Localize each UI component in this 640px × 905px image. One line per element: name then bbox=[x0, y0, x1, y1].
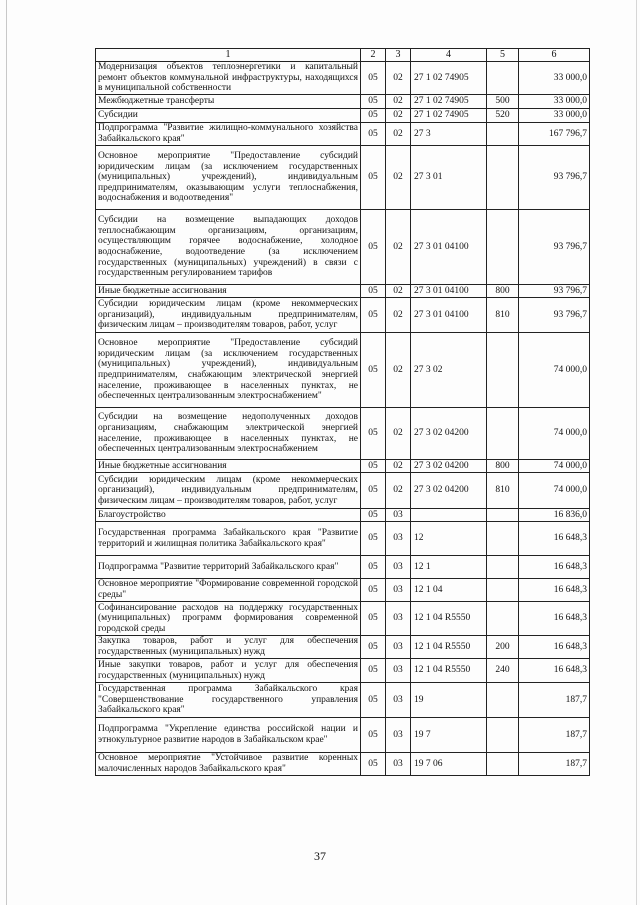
row-target-code: 27 3 02 bbox=[411, 333, 487, 408]
row-section: 05 bbox=[361, 95, 386, 109]
row-section: 05 bbox=[361, 109, 386, 123]
table-row bbox=[96, 509, 590, 522]
row-section: 05 bbox=[361, 460, 386, 473]
row-amount: 16 648,3 bbox=[519, 556, 590, 579]
row-subsection: 02 bbox=[386, 473, 411, 509]
table-row bbox=[96, 718, 590, 753]
row-expense-type bbox=[487, 522, 519, 556]
row-expense-type bbox=[487, 509, 519, 522]
row-name: Основное мероприятие "Предоставление субсидий юридическим лицам (за исключением государственных (муниципальных) учреждений), индивидуальным предпринимателям, снабжающим электрической энергией население, проживающее в населенных пунктах, не обеспеченных централизованным электроснабжением" bbox=[96, 333, 361, 408]
table-row bbox=[96, 556, 590, 579]
row-section: 05 bbox=[361, 408, 386, 460]
row-subsection: 02 bbox=[386, 95, 411, 109]
row-name: Иные бюджетные ассигнования bbox=[96, 460, 361, 473]
row-expense-type: 500 bbox=[487, 95, 519, 109]
row-amount: 16 648,3 bbox=[519, 522, 590, 556]
row-section: 05 bbox=[361, 210, 386, 285]
row-subsection: 02 bbox=[386, 298, 411, 333]
row-name: Основное мероприятие "Устойчивое развитие коренных малочисленных народов Забайкальского края" bbox=[96, 753, 361, 776]
table-row bbox=[96, 408, 590, 460]
table-row bbox=[96, 298, 590, 333]
row-subsection: 03 bbox=[386, 636, 411, 659]
row-amount: 33 000,0 bbox=[519, 62, 590, 95]
row-name: Субсидии юридическим лицам (кроме некоммерческих организаций), индивидуальным предпринимателям, физическим лицам – производителям товаров, работ, услуг bbox=[96, 298, 361, 333]
page-number: 37 bbox=[314, 849, 326, 863]
table-row bbox=[96, 522, 590, 556]
row-amount: 16 648,3 bbox=[519, 659, 590, 683]
row-section: 05 bbox=[361, 659, 386, 683]
header-col-6: 6 bbox=[519, 49, 590, 62]
row-section: 05 bbox=[361, 509, 386, 522]
row-section: 05 bbox=[361, 753, 386, 776]
table-row bbox=[96, 62, 590, 95]
row-name: Модернизация объектов теплоэнергетики и капитальный ремонт объектов коммунальной инфраструктуры, находящихся в муниципальной собственности bbox=[96, 62, 361, 95]
row-target-code: 12 1 04 bbox=[411, 579, 487, 602]
row-amount: 33 000,0 bbox=[519, 95, 590, 109]
row-section: 05 bbox=[361, 62, 386, 95]
row-amount: 187,7 bbox=[519, 683, 590, 718]
row-name: Субсидии на возмещение недополученных доходов организациям, снабжающим электрической энергией население, проживающее в населенных пунктах, не обеспеченных централизованным электроснабжением bbox=[96, 408, 361, 460]
row-target-code: 27 3 01 04100 bbox=[411, 210, 487, 285]
table-row bbox=[96, 683, 590, 718]
row-section: 05 bbox=[361, 123, 386, 146]
row-section: 05 bbox=[361, 579, 386, 602]
header-col-3: 3 bbox=[386, 49, 411, 62]
row-name: Благоустройство bbox=[96, 509, 361, 522]
row-expense-type: 810 bbox=[487, 298, 519, 333]
row-target-code: 27 3 02 04200 bbox=[411, 473, 487, 509]
row-section: 05 bbox=[361, 298, 386, 333]
row-amount: 93 796,7 bbox=[519, 146, 590, 210]
row-subsection: 02 bbox=[386, 460, 411, 473]
row-expense-type bbox=[487, 556, 519, 579]
table-row bbox=[96, 460, 590, 473]
row-amount: 16 648,3 bbox=[519, 579, 590, 602]
table-row bbox=[96, 285, 590, 298]
row-target-code: 27 1 02 74905 bbox=[411, 62, 487, 95]
row-target-code: 19 7 bbox=[411, 718, 487, 753]
row-name: Закупка товаров, работ и услуг для обеспечения государственных (муниципальных) нужд bbox=[96, 636, 361, 659]
row-name: Основное мероприятие "Предоставление субсидий юридическим лицам (за исключением государственных (муниципальных) учреждений), индивидуальным предпринимателям, оказывающим услуги теплоснабжения, водоснабжения и водоотведения" bbox=[96, 146, 361, 210]
row-target-code: 27 3 01 04100 bbox=[411, 298, 487, 333]
row-name: Субсидии на возмещение выпадающих доходов теплоснабжающим организациям, организациям, осуществляющим горячее водоснабжение, холодное водоснабжение, водоотведение (за исключением государственных (муниципальных) учреждений) в связи с государственным регулированием тарифов bbox=[96, 210, 361, 285]
row-section: 05 bbox=[361, 285, 386, 298]
row-target-code: 12 1 04 R5550 bbox=[411, 636, 487, 659]
row-expense-type: 800 bbox=[487, 285, 519, 298]
row-expense-type bbox=[487, 718, 519, 753]
row-section: 05 bbox=[361, 522, 386, 556]
table-row bbox=[96, 123, 590, 146]
row-name: Иные бюджетные ассигнования bbox=[96, 285, 361, 298]
row-expense-type: 520 bbox=[487, 109, 519, 123]
row-subsection: 03 bbox=[386, 659, 411, 683]
row-expense-type bbox=[487, 683, 519, 718]
row-name: Межбюджетные трансферты bbox=[96, 95, 361, 109]
row-target-code: 27 1 02 74905 bbox=[411, 109, 487, 123]
header-col-1: 1 bbox=[96, 49, 361, 62]
row-name: Иные закупки товаров, работ и услуг для обеспечения государственных (муниципальных) нужд bbox=[96, 659, 361, 683]
row-expense-type bbox=[487, 579, 519, 602]
row-amount: 74 000,0 bbox=[519, 408, 590, 460]
row-expense-type: 240 bbox=[487, 659, 519, 683]
row-name: Государственная программа Забайкальского края "Развитие территорий и жилищная политика Забайкальского края" bbox=[96, 522, 361, 556]
row-subsection: 02 bbox=[386, 210, 411, 285]
row-section: 05 bbox=[361, 333, 386, 408]
row-target-code: 12 1 bbox=[411, 556, 487, 579]
row-subsection: 03 bbox=[386, 522, 411, 556]
row-target-code: 27 3 02 04200 bbox=[411, 408, 487, 460]
row-name: Субсидии bbox=[96, 109, 361, 123]
row-subsection: 03 bbox=[386, 602, 411, 636]
row-subsection: 02 bbox=[386, 285, 411, 298]
row-subsection: 02 bbox=[386, 109, 411, 123]
row-target-code: 19 bbox=[411, 683, 487, 718]
row-amount: 16 648,3 bbox=[519, 636, 590, 659]
table-row bbox=[96, 210, 590, 285]
row-expense-type bbox=[487, 210, 519, 285]
row-target-code: 27 3 01 04100 bbox=[411, 285, 487, 298]
table-row bbox=[96, 602, 590, 636]
row-amount: 74 000,0 bbox=[519, 473, 590, 509]
row-expense-type: 800 bbox=[487, 460, 519, 473]
row-expense-type bbox=[487, 62, 519, 95]
row-amount: 93 796,7 bbox=[519, 210, 590, 285]
row-name: Подпрограмма "Развитие территорий Забайкальского края" bbox=[96, 556, 361, 579]
row-expense-type bbox=[487, 753, 519, 776]
table-row bbox=[96, 109, 590, 123]
row-amount: 93 796,7 bbox=[519, 285, 590, 298]
header-col-2: 2 bbox=[361, 49, 386, 62]
row-subsection: 03 bbox=[386, 753, 411, 776]
row-expense-type bbox=[487, 123, 519, 146]
table-row bbox=[96, 95, 590, 109]
row-expense-type: 200 bbox=[487, 636, 519, 659]
row-name: Подпрограмма "Развитие жилищно-коммунального хозяйства Забайкальского края" bbox=[96, 123, 361, 146]
row-name: Софинансирование расходов на поддержку государственных (муниципальных) программ формирования современной городской среды bbox=[96, 602, 361, 636]
row-subsection: 03 bbox=[386, 683, 411, 718]
row-target-code: 12 1 04 R5550 bbox=[411, 659, 487, 683]
row-amount: 167 796,7 bbox=[519, 123, 590, 146]
row-target-code: 27 3 bbox=[411, 123, 487, 146]
row-subsection: 03 bbox=[386, 509, 411, 522]
table-row bbox=[96, 579, 590, 602]
row-section: 05 bbox=[361, 683, 386, 718]
header-col-4: 4 bbox=[411, 49, 487, 62]
row-amount: 187,7 bbox=[519, 753, 590, 776]
header-row bbox=[96, 49, 590, 62]
row-target-code: 27 3 02 04200 bbox=[411, 460, 487, 473]
row-subsection: 02 bbox=[386, 333, 411, 408]
row-amount: 93 796,7 bbox=[519, 298, 590, 333]
table-row bbox=[96, 659, 590, 683]
scan-edge-left bbox=[6, 0, 7, 905]
row-target-code: 12 1 04 R5550 bbox=[411, 602, 487, 636]
header-col-5: 5 bbox=[487, 49, 519, 62]
row-name: Государственная программа Забайкальского края "Совершенствование государственного управления Забайкальского края" bbox=[96, 683, 361, 718]
row-amount: 74 000,0 bbox=[519, 460, 590, 473]
row-amount: 16 836,0 bbox=[519, 509, 590, 522]
row-expense-type bbox=[487, 146, 519, 210]
row-subsection: 02 bbox=[386, 62, 411, 95]
table-row bbox=[96, 753, 590, 776]
row-section: 05 bbox=[361, 602, 386, 636]
row-subsection: 03 bbox=[386, 556, 411, 579]
table-row bbox=[96, 146, 590, 210]
row-target-code: 27 1 02 74905 bbox=[411, 95, 487, 109]
row-target-code: 12 bbox=[411, 522, 487, 556]
row-amount: 187,7 bbox=[519, 718, 590, 753]
row-section: 05 bbox=[361, 146, 386, 210]
row-name: Подпрограмма "Укрепление единства российской нации и этнокультурное развитие народов в Забайкальском крае" bbox=[96, 718, 361, 753]
row-expense-type bbox=[487, 333, 519, 408]
row-expense-type bbox=[487, 408, 519, 460]
row-amount: 16 648,3 bbox=[519, 602, 590, 636]
row-section: 05 bbox=[361, 556, 386, 579]
scan-edge-right bbox=[636, 0, 637, 905]
table-row bbox=[96, 333, 590, 408]
row-section: 05 bbox=[361, 636, 386, 659]
row-amount: 74 000,0 bbox=[519, 333, 590, 408]
row-expense-type bbox=[487, 602, 519, 636]
row-section: 05 bbox=[361, 718, 386, 753]
row-name: Основное мероприятие "Формирование современной городской среды" bbox=[96, 579, 361, 602]
row-target-code bbox=[411, 509, 487, 522]
row-target-code: 27 3 01 bbox=[411, 146, 487, 210]
row-subsection: 02 bbox=[386, 408, 411, 460]
row-subsection: 02 bbox=[386, 146, 411, 210]
table-row bbox=[96, 473, 590, 509]
row-subsection: 02 bbox=[386, 123, 411, 146]
row-subsection: 03 bbox=[386, 718, 411, 753]
row-amount: 33 000,0 bbox=[519, 109, 590, 123]
row-subsection: 03 bbox=[386, 579, 411, 602]
table-row bbox=[96, 636, 590, 659]
row-expense-type: 810 bbox=[487, 473, 519, 509]
budget-table bbox=[95, 48, 590, 776]
row-name: Субсидии юридическим лицам (кроме некоммерческих организаций), индивидуальным предпринимателям, физическим лицам – производителям товаров, работ, услуг bbox=[96, 473, 361, 509]
row-section: 05 bbox=[361, 473, 386, 509]
row-target-code: 19 7 06 bbox=[411, 753, 487, 776]
